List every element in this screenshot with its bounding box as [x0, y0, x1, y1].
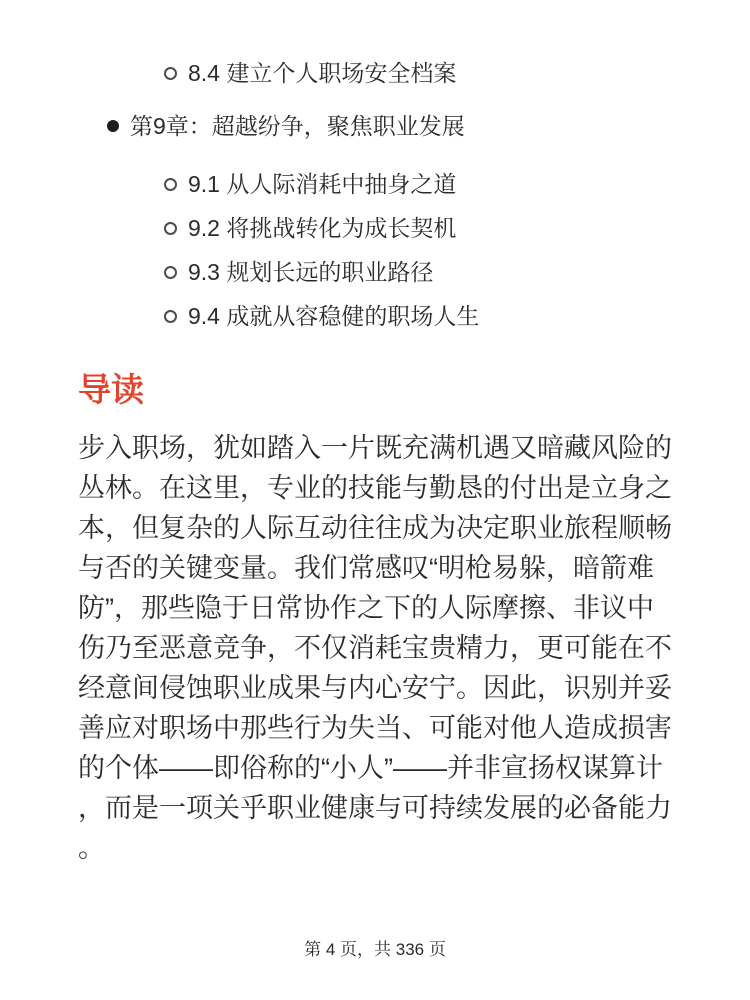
toc-item-9-4: [0, 301, 750, 331]
toc-item-label: 9.4 成就从容稳健的职场人生: [188, 303, 480, 329]
circle-bullet-icon: [164, 222, 177, 235]
toc-item-label: 8.4 建立个人职场安全档案: [188, 60, 457, 86]
intro-paragraph: 步入职场，犹如踏入一片既充满机遇又暗藏风险的丛林。在这里，专业的技能与勤恳的付出是立身之本，但复杂的人际互动往往成为决定职业旅程顺畅与否的关键变量。我们常感叹“明枪易躲，暗箭难防”，那些隐于日常协作之下的人际摩擦、非议中伤乃至恶意竞争，不仅消耗宝贵精力，更可能在不经意间侵蚀职业成果与内心安宁。因此，识别并妥善应对职场中那些行为失当、可能对他人造成损害的个体——即俗称的“小人”——并非宣扬权谋算计，而是一项关乎职业健康与可持续发展的必备能力。: [78, 433, 672, 863]
page-footer: [0, 939, 750, 961]
circle-bullet-icon: [164, 310, 177, 323]
disc-bullet-icon: [107, 120, 119, 132]
toc-item-chapter-9: [0, 111, 750, 141]
circle-bullet-icon: [164, 178, 177, 191]
toc-item-9-1: [0, 169, 750, 199]
toc-item-9-3: [0, 257, 750, 287]
toc-item-label: 9.3 规划长远的职业路径: [188, 259, 434, 285]
toc-item-label: 第9章：超越纷争，聚焦职业发展: [130, 113, 465, 139]
page-indicator: 第 4 页，共 336 页: [304, 940, 446, 959]
section-heading-daodu: 导读: [78, 371, 144, 408]
table-of-contents: [0, 0, 750, 331]
circle-bullet-icon: [164, 266, 177, 279]
toc-item-8-4: [0, 58, 750, 88]
circle-bullet-icon: [164, 67, 177, 80]
toc-item-9-2: [0, 213, 750, 243]
toc-item-label: 9.2 将挑战转化为成长契机: [188, 215, 457, 241]
toc-item-label: 9.1 从人际消耗中抽身之道: [188, 171, 457, 197]
